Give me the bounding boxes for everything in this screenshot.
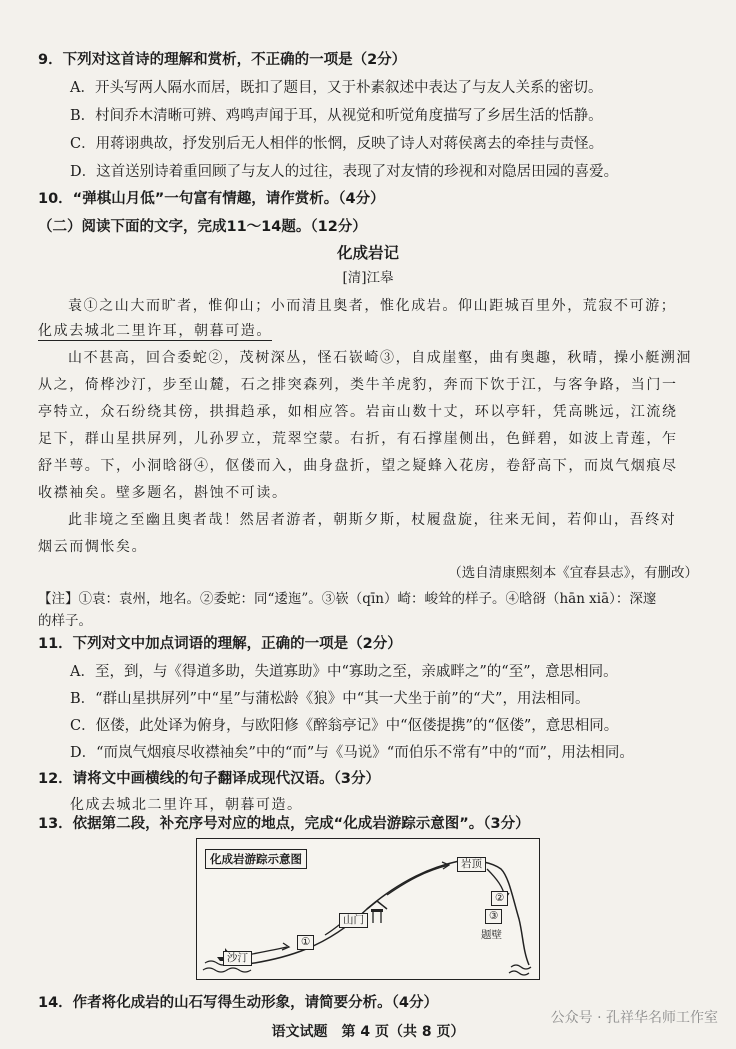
question-11-option-d: D．“而岚气烟痕尽收襟袖矣”中的“而”与《马说》“而伯乐不常有”中的“而”，用法相同。 xyxy=(70,745,634,761)
section-2-heading: （二）阅读下面的文字，完成11～14题。（12分） xyxy=(38,219,367,235)
label-shating: 沙汀 xyxy=(223,951,252,966)
page-footer: 语文试题 第 4 页（共 8 页） xyxy=(271,1024,465,1040)
diagram-title: 化成岩游踪示意图 xyxy=(205,849,307,869)
passage-p2-line4: 足下，群山星拱屏列，儿孙罗立，荒翠空蒙。右折，有石撑崖侧出，色鲜碧，如波上青莲，乍 xyxy=(38,431,678,447)
question-11-option-a: A．至，到，与《得道多助，失道寡助》中“寡助之至，亲戚畔之”的“至”，意思相同。 xyxy=(70,664,618,680)
label-tibi: 题壁 xyxy=(481,929,502,941)
passage-note-line1: 【注】①袁：袁州，地名。②委蛇：同“逶迤”。③嵚（qīn）崎：峻耸的样子。④晗谺（hān xiā）：深邃 xyxy=(38,591,657,607)
question-9-option-c: C．用蒋诩典故，抒发别后无人相伴的怅惘，反映了诗人对蒋侯离去的牵挂与责怪。 xyxy=(70,136,604,152)
label-yanding: 岩顶 xyxy=(457,857,486,872)
passage-p2-line1: 山不甚高，回合委蛇②，茂树深丛，怪石嵚崎③，自成崖壑，曲有奥趣，秋晴，操小艇溯洄 xyxy=(68,350,692,366)
question-12-stem: 12．请将文中画横线的句子翻译成现代汉语。（3分） xyxy=(38,771,381,787)
question-11-option-b: B．“群山星拱屏列”中“星”与蒲松龄《狼》中“其一犬坐于前”的“犬”，用法相同。 xyxy=(70,691,590,707)
passage-p2-line3: 亭特立，众石纷绕其傍，拱揖趋承，如相应答。岩亩山数十丈，环以亭轩，凭高眺远，江流绕 xyxy=(38,404,678,420)
question-14-stem: 14．作者将化成岩的山石写得生动形象，请简要分析。（4分） xyxy=(38,995,439,1011)
passage-p1-line2 xyxy=(38,321,272,341)
label-shanmen: 山门 xyxy=(339,913,368,928)
passage-p1-line1: 袁①之山大而旷者，惟仰山；小而清且奥者，惟化成岩。仰山距城百里外，荒寂不可游； xyxy=(68,298,677,314)
passage-note-line2: 的样子。 xyxy=(38,613,92,629)
passage-p3-line2: 烟云而惆怅矣。 xyxy=(38,539,148,555)
passage-source: （选自清康熙刻本《宜春县志》，有删改） xyxy=(448,565,698,581)
passage-p3-line1: 此非境之至幽且奥者哉！然居者游者，朝斯夕斯，杖履盘旋，往来无间，若仰山，吾终对 xyxy=(68,512,677,528)
watermark: 公众号 · 孔祥华名师工作室 xyxy=(550,1010,718,1026)
underlined-sentence: 化成去城北二里许耳，朝暮可造。 xyxy=(38,323,272,339)
question-9-option-a: A．开头写两人隔水而居，既扣了题目，又于朴素叙述中表达了与友人关系的密切。 xyxy=(70,80,603,96)
question-9-stem: 9．下列对这首诗的理解和赏析，不正确的一项是（2分） xyxy=(38,52,407,68)
passage-p2-line6: 收襟袖矣。壁多题名，斟蚀不可读。 xyxy=(38,485,288,501)
water-wave xyxy=(203,968,251,972)
label-blank-2: ② xyxy=(491,891,508,906)
question-11-stem: 11．下列对文中加点词语的理解，正确的一项是（2分） xyxy=(38,636,402,652)
passage-author: [清]江皋 xyxy=(342,270,394,286)
label-blank-1: ① xyxy=(297,935,314,950)
question-13-stem: 13．依据第二段，补充序号对应的地点，完成“化成岩游踪示意图”。（3分） xyxy=(38,816,530,832)
travel-route-diagram xyxy=(196,838,540,980)
question-11-option-c: C．伛偻，此处译为俯身，与欧阳修《醉翁亭记》中“伛偻提携”的“伛偻”，意思相同。 xyxy=(70,718,619,734)
passage-p2-line5: 舒半萼。下，小洞晗谺④，伛偻而入，曲身盘折，望之疑蜂入花房，卷舒高下，而岚气烟痕尽 xyxy=(38,458,678,474)
question-9-option-b: B．村间乔木清晰可辨、鸡鸣声闻于耳，从视觉和听觉角度描写了乡居生活的恬静。 xyxy=(70,108,603,124)
passage-p2-line2: 从之，倚桦沙汀，步至山麓，石之排突森列，类牛羊虎豹，奔而下饮于江，与客争路，当门一 xyxy=(38,377,678,393)
label-blank-3: ③ xyxy=(485,909,502,924)
route-arrow xyxy=(387,865,449,895)
water-wave xyxy=(511,965,531,969)
pavilion-icon xyxy=(367,901,387,909)
water-wave xyxy=(509,971,529,975)
question-10-stem: 10．“弹棋山月低”一句富有情趣，请作赏析。（4分） xyxy=(38,191,385,207)
passage-title: 化成岩记 xyxy=(336,244,399,262)
question-12-sentence: 化成去城北二里许耳，朝暮可造。 xyxy=(70,797,303,813)
question-9-option-d: D．这首送别诗着重回顾了与友人的过往，表现了对友情的珍视和对隐居田园的喜爱。 xyxy=(70,164,619,180)
